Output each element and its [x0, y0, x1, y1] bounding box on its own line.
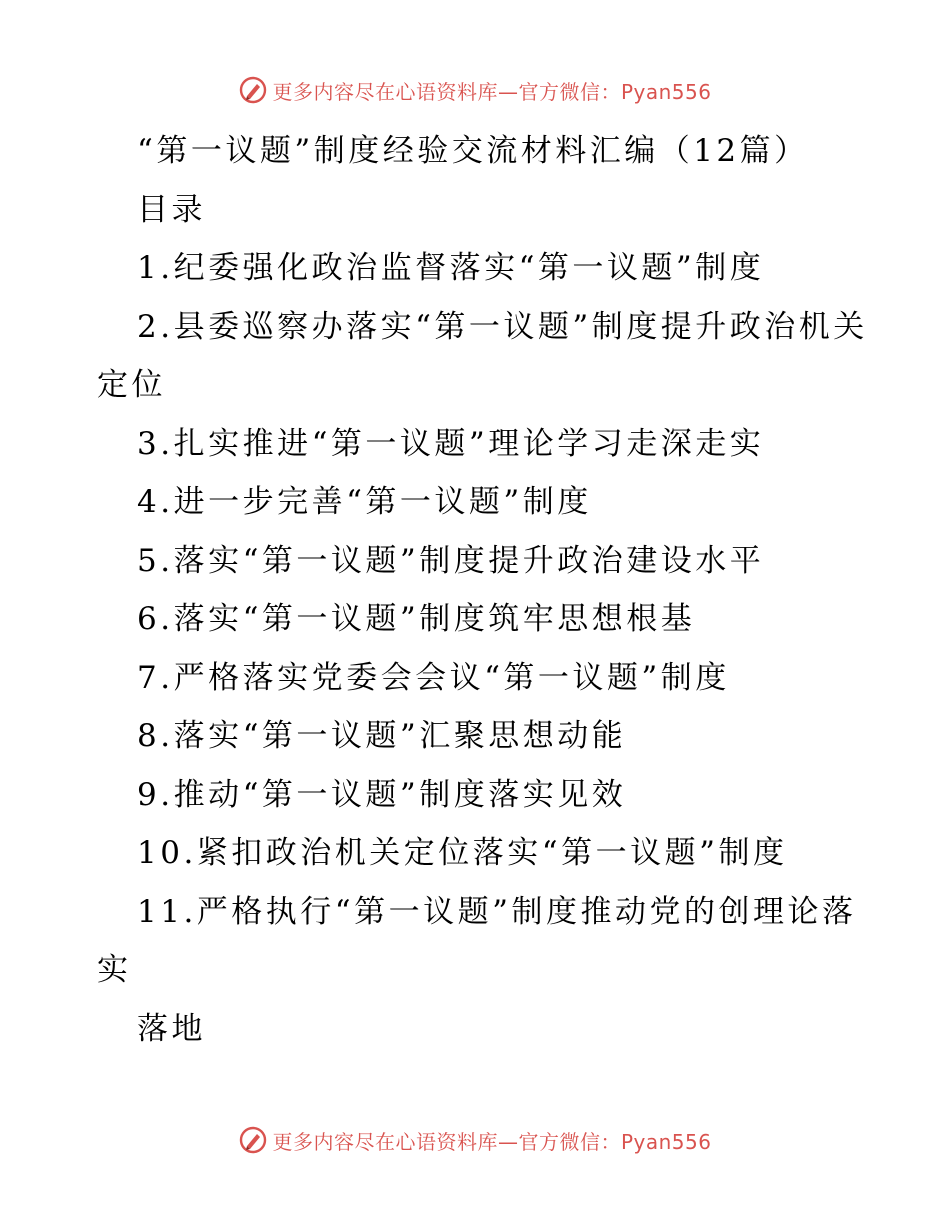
toc-heading: 目录	[137, 191, 206, 228]
toc-item: 6.落实“第一议题”制度筑牢思想根基	[137, 601, 696, 637]
toc-item: 2.县委巡察办落实“第一议题”制度提升政治机关定位	[97, 308, 868, 403]
toc-item: 11.严格执行“第一议题”制度推动党的创理论落实	[97, 893, 857, 988]
toc-item: 9.推动“第一议题”制度落实见效	[137, 776, 627, 813]
pen-logo-icon	[238, 75, 268, 105]
toc-item: 4.进一步完善“第一议题”制度	[137, 484, 592, 520]
watermark-text: 更多内容尽在心语资料库—官方微信：Pyan556	[272, 79, 712, 104]
toc-item: 10.紧扣政治机关定位落实“第一议题”制度	[137, 835, 788, 871]
toc-item: 落地	[137, 1010, 206, 1047]
toc-item: 3.扎实推进“第一议题”理论学习走深走实	[137, 425, 765, 462]
document-title: “第一议题”制度经验交流材料汇编（12篇）	[137, 133, 809, 169]
document-body	[97, 122, 877, 1058]
watermark-text: 更多内容尽在心语资料库—官方微信：Pyan556	[272, 1129, 712, 1154]
pen-logo-icon	[238, 1125, 268, 1155]
watermark-banner-bottom	[0, 1120, 950, 1160]
toc-item: 5.落实“第一议题”制度提升政治建设水平	[137, 542, 765, 579]
toc-item: 7.严格落实党委会会议“第一议题”制度	[137, 659, 730, 696]
toc-item: 1.纪委强化政治监督落实“第一议题”制度	[137, 250, 765, 286]
watermark-banner-top	[0, 70, 950, 110]
toc-item: 8.落实“第一议题”汇聚思想动能	[137, 718, 627, 754]
